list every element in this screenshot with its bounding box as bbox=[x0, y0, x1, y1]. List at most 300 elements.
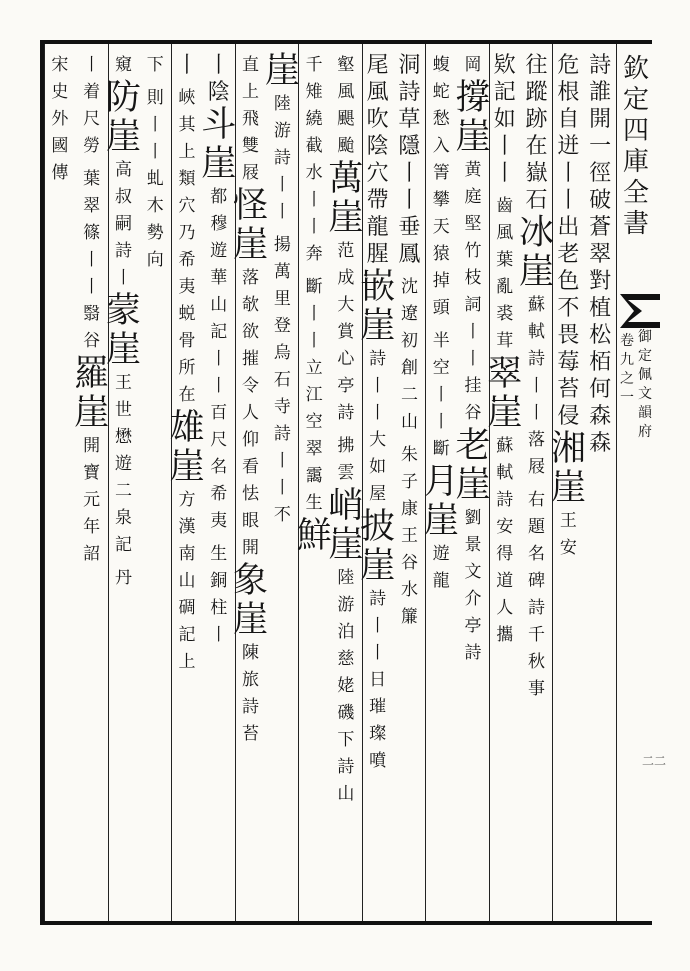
annotation-char: 介 bbox=[464, 589, 482, 609]
volume-char: 之 bbox=[620, 371, 634, 387]
rhyme-char-char: 崖 bbox=[169, 447, 205, 487]
annotation-char: 截 bbox=[305, 136, 323, 156]
subtitle-char: 文 bbox=[638, 386, 652, 402]
annotation-char: 丹 bbox=[114, 568, 132, 588]
body-char: 危 bbox=[557, 53, 580, 78]
annotation-char: 朱 bbox=[400, 445, 418, 465]
rhyme-char-char: 崖 bbox=[455, 465, 491, 505]
body-char: 丨 bbox=[398, 161, 421, 186]
annotation-char: 空 bbox=[432, 358, 450, 378]
annotation-char: 詩 bbox=[273, 148, 291, 168]
body-char: 如 bbox=[493, 107, 516, 132]
body-char: 蹤 bbox=[525, 80, 548, 105]
annotation-char: 大 bbox=[337, 295, 355, 315]
annotation-char: 翠 bbox=[305, 439, 323, 459]
rhyme-char-char: 崖 bbox=[201, 144, 237, 184]
annotation-char: 詩 bbox=[337, 403, 355, 423]
body-char: 穴 bbox=[366, 161, 389, 186]
annotation-char: 南 bbox=[178, 544, 196, 564]
annotation-char: 丨 bbox=[273, 478, 291, 498]
annotation-char: 景 bbox=[464, 535, 482, 555]
annotation-char: 不 bbox=[273, 505, 291, 525]
annotation-char: 風 bbox=[337, 82, 355, 102]
rhyme-char-char: 崖 bbox=[105, 117, 141, 157]
body-char: 老 bbox=[557, 242, 580, 267]
annotation-char: 谷 bbox=[83, 331, 101, 351]
headword-char: 老 bbox=[455, 426, 491, 466]
annotation-char: 虬 bbox=[146, 169, 164, 189]
annotation-char: 丨 bbox=[210, 625, 228, 645]
annotation-char: 希 bbox=[210, 484, 228, 504]
headword-char: 嵌 bbox=[360, 267, 396, 307]
annotation-char: 銅 bbox=[210, 571, 228, 591]
annotation-char: 着 bbox=[83, 82, 101, 102]
annotation-char: 所 bbox=[178, 358, 196, 378]
body-char: 陰 bbox=[366, 134, 389, 159]
annotation-char: 軾 bbox=[528, 322, 546, 342]
annotation-char: 雙 bbox=[242, 136, 260, 156]
annotation-char: 安 bbox=[559, 538, 577, 558]
annotation-char: 上 bbox=[178, 652, 196, 672]
annotation-char: 詩 bbox=[369, 349, 387, 369]
annotation-char: 攜 bbox=[496, 625, 514, 645]
annotation-char: 安 bbox=[496, 517, 514, 537]
annotation-char: 記 bbox=[114, 535, 132, 555]
annotation-char: 愁 bbox=[432, 109, 450, 129]
annotation-char: 右 bbox=[528, 490, 546, 510]
headword-char: 湘 bbox=[550, 429, 586, 469]
annotation-char: 山 bbox=[400, 412, 418, 432]
annotation-char: 水 bbox=[305, 163, 323, 183]
headword-char: 羅 bbox=[74, 354, 110, 394]
annotation-char: 范 bbox=[337, 241, 355, 261]
rhyme-char-char: 崖 bbox=[360, 546, 396, 586]
rhyme-char-char: 崖 bbox=[519, 252, 555, 292]
headword-char: 雄 bbox=[169, 408, 205, 448]
subtitle-char: 佩 bbox=[638, 367, 652, 383]
body-char: 畏 bbox=[557, 323, 580, 348]
body-char: 迸 bbox=[557, 134, 580, 159]
headword-char: 冰 bbox=[519, 213, 555, 253]
annotation-char: 丨 bbox=[432, 412, 450, 432]
headword-char: 蒙 bbox=[105, 291, 141, 331]
annotation-char: 創 bbox=[400, 358, 418, 378]
annotation-char: 山 bbox=[337, 784, 355, 804]
subtitle-char: 御 bbox=[638, 329, 652, 345]
annotation-char: 丨 bbox=[528, 376, 546, 396]
annotation-char: 丨 bbox=[146, 115, 164, 135]
annotation-char: 二 bbox=[400, 385, 418, 405]
annotation-char: 事 bbox=[528, 679, 546, 699]
body-char: 龍 bbox=[366, 215, 389, 240]
annotation-char: 骨 bbox=[178, 331, 196, 351]
annotation-char: 道 bbox=[496, 571, 514, 591]
body-char: 丨 bbox=[493, 134, 516, 159]
annotation-char: 詩 bbox=[528, 349, 546, 369]
annotation-char: 竹 bbox=[464, 241, 482, 261]
annotation-char: 落 bbox=[242, 268, 260, 288]
annotation-char: 黄 bbox=[464, 160, 482, 180]
annotation-char: 初 bbox=[400, 331, 418, 351]
annotation-char: 上 bbox=[178, 142, 196, 162]
annotation-char: 如 bbox=[369, 457, 387, 477]
annotation-char: 斷 bbox=[432, 439, 450, 459]
rhyme-char-char: 崖 bbox=[74, 393, 110, 433]
annotation-char: 都 bbox=[210, 187, 228, 207]
annotation-char: 希 bbox=[178, 250, 196, 270]
book-title-char: 四 bbox=[622, 116, 649, 146]
annotation-char: 泉 bbox=[114, 508, 132, 528]
annotation-char: 丨 bbox=[273, 451, 291, 471]
annotation-char: 碉 bbox=[178, 598, 196, 618]
body-char: 對 bbox=[589, 269, 612, 294]
body-char: 莓 bbox=[557, 350, 580, 375]
book-title-char: 欽 bbox=[622, 54, 649, 84]
annotation-char: 眼 bbox=[242, 511, 260, 531]
body-char: 森 bbox=[589, 431, 612, 456]
annotation-char: 丨 bbox=[305, 190, 323, 210]
annotation-char: 開 bbox=[83, 436, 101, 456]
headword-char: 披 bbox=[360, 507, 396, 547]
body-char: 鳳 bbox=[398, 242, 421, 267]
annotation-char: 詩 bbox=[273, 424, 291, 444]
subtitle-char: 府 bbox=[638, 424, 652, 440]
body-char: 侵 bbox=[557, 404, 580, 429]
body-char: 植 bbox=[589, 296, 612, 321]
annotation-char: 雲 bbox=[337, 463, 355, 483]
body-char: 腥 bbox=[366, 242, 389, 267]
book-title-char: 庫 bbox=[622, 147, 649, 177]
headword-char: 防 bbox=[105, 78, 141, 118]
annotation-char: 怯 bbox=[242, 484, 260, 504]
annotation-char: 勞 bbox=[83, 136, 101, 156]
text-column bbox=[38, 52, 82, 187]
annotation-char: 拂 bbox=[337, 436, 355, 456]
body-char: 丨 bbox=[207, 53, 230, 78]
annotation-char: 蝮 bbox=[432, 55, 450, 75]
annotation-char: 葉 bbox=[496, 250, 514, 270]
annotation-char: 箐 bbox=[432, 163, 450, 183]
rhyme-char-char: 崖 bbox=[328, 525, 364, 565]
annotation-char: 丨 bbox=[146, 142, 164, 162]
annotation-char: 屐 bbox=[242, 163, 260, 183]
annotation-char: 堅 bbox=[464, 214, 482, 234]
body-char: 森 bbox=[589, 404, 612, 429]
annotation-char: 華 bbox=[210, 268, 228, 288]
annotation-char: 丨 bbox=[210, 349, 228, 369]
body-char: 苔 bbox=[557, 377, 580, 402]
annotation-char: 國 bbox=[51, 136, 69, 156]
body-char: 帶 bbox=[366, 188, 389, 213]
headword-char: 鮮 bbox=[296, 516, 332, 556]
book-title-char: 全 bbox=[622, 178, 649, 208]
annotation-char: 生 bbox=[305, 493, 323, 513]
annotation-char: 成 bbox=[337, 268, 355, 288]
annotation-char: 題 bbox=[528, 517, 546, 537]
body-char: 尾 bbox=[366, 53, 389, 78]
annotation-char: 類 bbox=[178, 169, 196, 189]
annotation-char: 翠 bbox=[83, 196, 101, 216]
annotation-char: 半 bbox=[432, 331, 450, 351]
annotation-char: 王 bbox=[559, 511, 577, 531]
body-char: 丨 bbox=[557, 161, 580, 186]
body-char: 跡 bbox=[525, 107, 548, 132]
annotation-char: 尺 bbox=[210, 430, 228, 450]
annotation-char: 丨 bbox=[369, 376, 387, 396]
annotation-char: 詞 bbox=[464, 295, 482, 315]
annotation-char: 令 bbox=[242, 376, 260, 396]
annotation-char: 丨 bbox=[369, 403, 387, 423]
body-char: 嶽 bbox=[525, 161, 548, 186]
body-char: 丨 bbox=[175, 53, 198, 78]
annotation-char: 峽 bbox=[178, 88, 196, 108]
annotation-char: 穴 bbox=[178, 196, 196, 216]
annotation-char: 子 bbox=[400, 472, 418, 492]
rhyme-char-char: 崖 bbox=[105, 330, 141, 370]
annotation-char: 簾 bbox=[400, 607, 418, 627]
annotation-char: 璀 bbox=[369, 697, 387, 717]
annotation-char: 陸 bbox=[337, 568, 355, 588]
body-char: 丨 bbox=[493, 161, 516, 186]
annotation-char: 颶 bbox=[337, 109, 355, 129]
annotation-char: 齒 bbox=[496, 196, 514, 216]
annotation-char: 詩 bbox=[528, 598, 546, 618]
annotation-char: 里 bbox=[273, 289, 291, 309]
annotation-char: 夷 bbox=[178, 277, 196, 297]
annotation-char: 乃 bbox=[178, 223, 196, 243]
annotation-char: 丨 bbox=[369, 616, 387, 636]
rhyme-char-char: 崖 bbox=[550, 468, 586, 508]
body-char: 何 bbox=[589, 377, 612, 402]
annotation-char: 葉 bbox=[83, 169, 101, 189]
annotation-char: 遼 bbox=[400, 304, 418, 324]
volume-char: 卷 bbox=[620, 333, 634, 349]
annotation-char: 亂 bbox=[496, 277, 514, 297]
book-subtitle-column bbox=[636, 328, 654, 442]
annotation-char: 在 bbox=[178, 385, 196, 405]
body-char: 一 bbox=[589, 134, 612, 159]
annotation-char: 王 bbox=[400, 526, 418, 546]
annotation-char: 丨 bbox=[464, 349, 482, 369]
body-char: 垂 bbox=[398, 215, 421, 240]
annotation-char: 姥 bbox=[337, 676, 355, 696]
body-char: 洞 bbox=[398, 53, 421, 78]
annotation-char: 秋 bbox=[528, 652, 546, 672]
annotation-char: 登 bbox=[273, 316, 291, 336]
headword-char: 崖 bbox=[264, 51, 300, 91]
annotation-char: 苔 bbox=[242, 724, 260, 744]
annotation-char: 二 bbox=[114, 481, 132, 501]
annotation-char: 摧 bbox=[242, 349, 260, 369]
annotation-char: 空 bbox=[305, 412, 323, 432]
annotation-char: 亭 bbox=[464, 616, 482, 636]
annotation-char: 百 bbox=[210, 403, 228, 423]
rhyme-char-char: 崖 bbox=[487, 393, 523, 433]
annotation-char: 生 bbox=[210, 544, 228, 564]
annotation-char: 陳 bbox=[242, 643, 260, 663]
annotation-char: 記 bbox=[178, 625, 196, 645]
annotation-char: 木 bbox=[146, 196, 164, 216]
annotation-char: 仰 bbox=[242, 430, 260, 450]
annotation-char: 詩 bbox=[464, 643, 482, 663]
annotation-char: 記 bbox=[210, 322, 228, 342]
book-title-column bbox=[618, 54, 654, 240]
annotation-char: 劉 bbox=[464, 508, 482, 528]
annotation-char: 文 bbox=[464, 562, 482, 582]
annotation-char: 陸 bbox=[273, 94, 291, 114]
annotation-char: 夷 bbox=[210, 511, 228, 531]
annotation-char: 揚 bbox=[273, 235, 291, 255]
annotation-char: 丨 bbox=[83, 277, 101, 297]
annotation-char: 下 bbox=[146, 55, 164, 75]
annotation-char: 山 bbox=[178, 571, 196, 591]
annotation-char: 詔 bbox=[83, 544, 101, 564]
annotation-char: 尺 bbox=[83, 109, 101, 129]
subtitle-char: 韻 bbox=[638, 405, 652, 421]
annotation-char: 大 bbox=[369, 430, 387, 450]
annotation-char: 磯 bbox=[337, 703, 355, 723]
annotation-char: 穆 bbox=[210, 214, 228, 234]
annotation-char: 亭 bbox=[337, 376, 355, 396]
annotation-char: 窺 bbox=[114, 55, 132, 75]
annotation-char: 屋 bbox=[369, 484, 387, 504]
annotation-char: 欲 bbox=[242, 322, 260, 342]
annotation-char: 下 bbox=[337, 730, 355, 750]
annotation-char: 世 bbox=[114, 400, 132, 420]
annotation-char: 嗣 bbox=[114, 214, 132, 234]
annotation-char: 噴 bbox=[369, 751, 387, 771]
annotation-char: 游 bbox=[337, 595, 355, 615]
body-char: 蒼 bbox=[589, 215, 612, 240]
annotation-char: 方 bbox=[178, 490, 196, 510]
annotation-char: 岡 bbox=[464, 55, 482, 75]
body-char: 不 bbox=[557, 296, 580, 321]
annotation-char: 人 bbox=[242, 403, 260, 423]
annotation-char: 遊 bbox=[210, 241, 228, 261]
page-number: 二二 bbox=[642, 754, 667, 768]
annotation-char: 丨 bbox=[83, 250, 101, 270]
body-char: 開 bbox=[589, 107, 612, 132]
annotation-char: 千 bbox=[528, 625, 546, 645]
body-char: 丨 bbox=[398, 188, 421, 213]
annotation-char: 篠 bbox=[83, 223, 101, 243]
annotation-char: 山 bbox=[210, 295, 228, 315]
rhyme-char-char: 崖 bbox=[328, 198, 364, 238]
body-char: 誰 bbox=[589, 80, 612, 105]
annotation-char: 屐 bbox=[528, 457, 546, 477]
body-char: 破 bbox=[589, 188, 612, 213]
body-char: 栢 bbox=[589, 350, 612, 375]
annotation-char: 人 bbox=[496, 598, 514, 618]
annotation-char: 挂 bbox=[464, 376, 482, 396]
annotation-char: 丨 bbox=[305, 331, 323, 351]
annotation-char: 丨 bbox=[83, 55, 101, 75]
annotation-char: 詩 bbox=[242, 697, 260, 717]
body-char: 隱 bbox=[398, 134, 421, 159]
annotation-char: 靄 bbox=[305, 466, 323, 486]
body-char: 徑 bbox=[589, 161, 612, 186]
fish-tail-mark-icon bbox=[620, 292, 660, 330]
annotation-char: 飛 bbox=[242, 109, 260, 129]
annotation-char: 斷 bbox=[305, 277, 323, 297]
annotation-char: 詩 bbox=[337, 757, 355, 777]
headword-char: 月 bbox=[423, 462, 459, 502]
body-char: 松 bbox=[589, 323, 612, 348]
body-char: 記 bbox=[493, 80, 516, 105]
annotation-char: 奔 bbox=[305, 244, 323, 264]
body-char: 詩 bbox=[398, 80, 421, 105]
annotation-char: 漢 bbox=[178, 517, 196, 537]
body-char: 丨 bbox=[557, 188, 580, 213]
annotation-char: 蘇 bbox=[496, 436, 514, 456]
annotation-char: 江 bbox=[305, 385, 323, 405]
body-char: 欵 bbox=[493, 53, 516, 78]
headword-char: 翠 bbox=[487, 354, 523, 394]
annotation-char: 茸 bbox=[496, 331, 514, 351]
annotation-char: 丨 bbox=[464, 322, 482, 342]
annotation-char: 詩 bbox=[114, 241, 132, 261]
annotation-char: 丨 bbox=[273, 202, 291, 222]
headword-char: 峭 bbox=[328, 486, 364, 526]
rhyme-char-char: 崖 bbox=[360, 306, 396, 346]
annotation-char: 賞 bbox=[337, 322, 355, 342]
annotation-char: 則 bbox=[146, 88, 164, 108]
annotation-char: 入 bbox=[432, 136, 450, 156]
annotation-char: 王 bbox=[114, 373, 132, 393]
body-char: 詩 bbox=[589, 53, 612, 78]
annotation-char: 直 bbox=[242, 55, 260, 75]
volume-char: 九 bbox=[620, 352, 634, 368]
annotation-char: 丨 bbox=[528, 403, 546, 423]
body-char: 石 bbox=[525, 188, 548, 213]
annotation-char: 名 bbox=[528, 544, 546, 564]
annotation-char: 攀 bbox=[432, 190, 450, 210]
annotation-char: 谷 bbox=[464, 403, 482, 423]
annotation-char: 宋 bbox=[51, 55, 69, 75]
annotation-char: 裘 bbox=[496, 304, 514, 324]
annotation-char: 遊 bbox=[114, 454, 132, 474]
annotation-char: 勢 bbox=[146, 223, 164, 243]
body-char: 出 bbox=[557, 215, 580, 240]
annotation-char: 叔 bbox=[114, 187, 132, 207]
annotation-char: 軾 bbox=[496, 463, 514, 483]
body-char: 根 bbox=[557, 80, 580, 105]
annotation-char: 寶 bbox=[83, 463, 101, 483]
book-title-char: 定 bbox=[622, 85, 649, 115]
annotation-char: 旅 bbox=[242, 670, 260, 690]
annotation-char: 千 bbox=[305, 55, 323, 75]
annotation-char: 泊 bbox=[337, 622, 355, 642]
annotation-char: 颱 bbox=[337, 136, 355, 156]
annotation-char: 立 bbox=[305, 358, 323, 378]
headword-char: 象 bbox=[233, 561, 269, 601]
headword-char: 怪 bbox=[233, 186, 269, 226]
annotation-char: 水 bbox=[400, 580, 418, 600]
annotation-char: 丨 bbox=[369, 643, 387, 663]
annotation-char: 其 bbox=[178, 115, 196, 135]
annotation-char: 日 bbox=[369, 670, 387, 690]
annotation-char: 蜕 bbox=[178, 304, 196, 324]
annotation-char: 向 bbox=[146, 250, 164, 270]
annotation-char: 高 bbox=[114, 160, 132, 180]
body-char: 風 bbox=[366, 80, 389, 105]
annotation-char: 柱 bbox=[210, 598, 228, 618]
annotation-char: 史 bbox=[51, 82, 69, 102]
annotation-char: 雉 bbox=[305, 82, 323, 102]
annotation-char: 傳 bbox=[51, 163, 69, 183]
book-title-char: 書 bbox=[622, 209, 649, 239]
annotation-char: 萬 bbox=[273, 262, 291, 282]
